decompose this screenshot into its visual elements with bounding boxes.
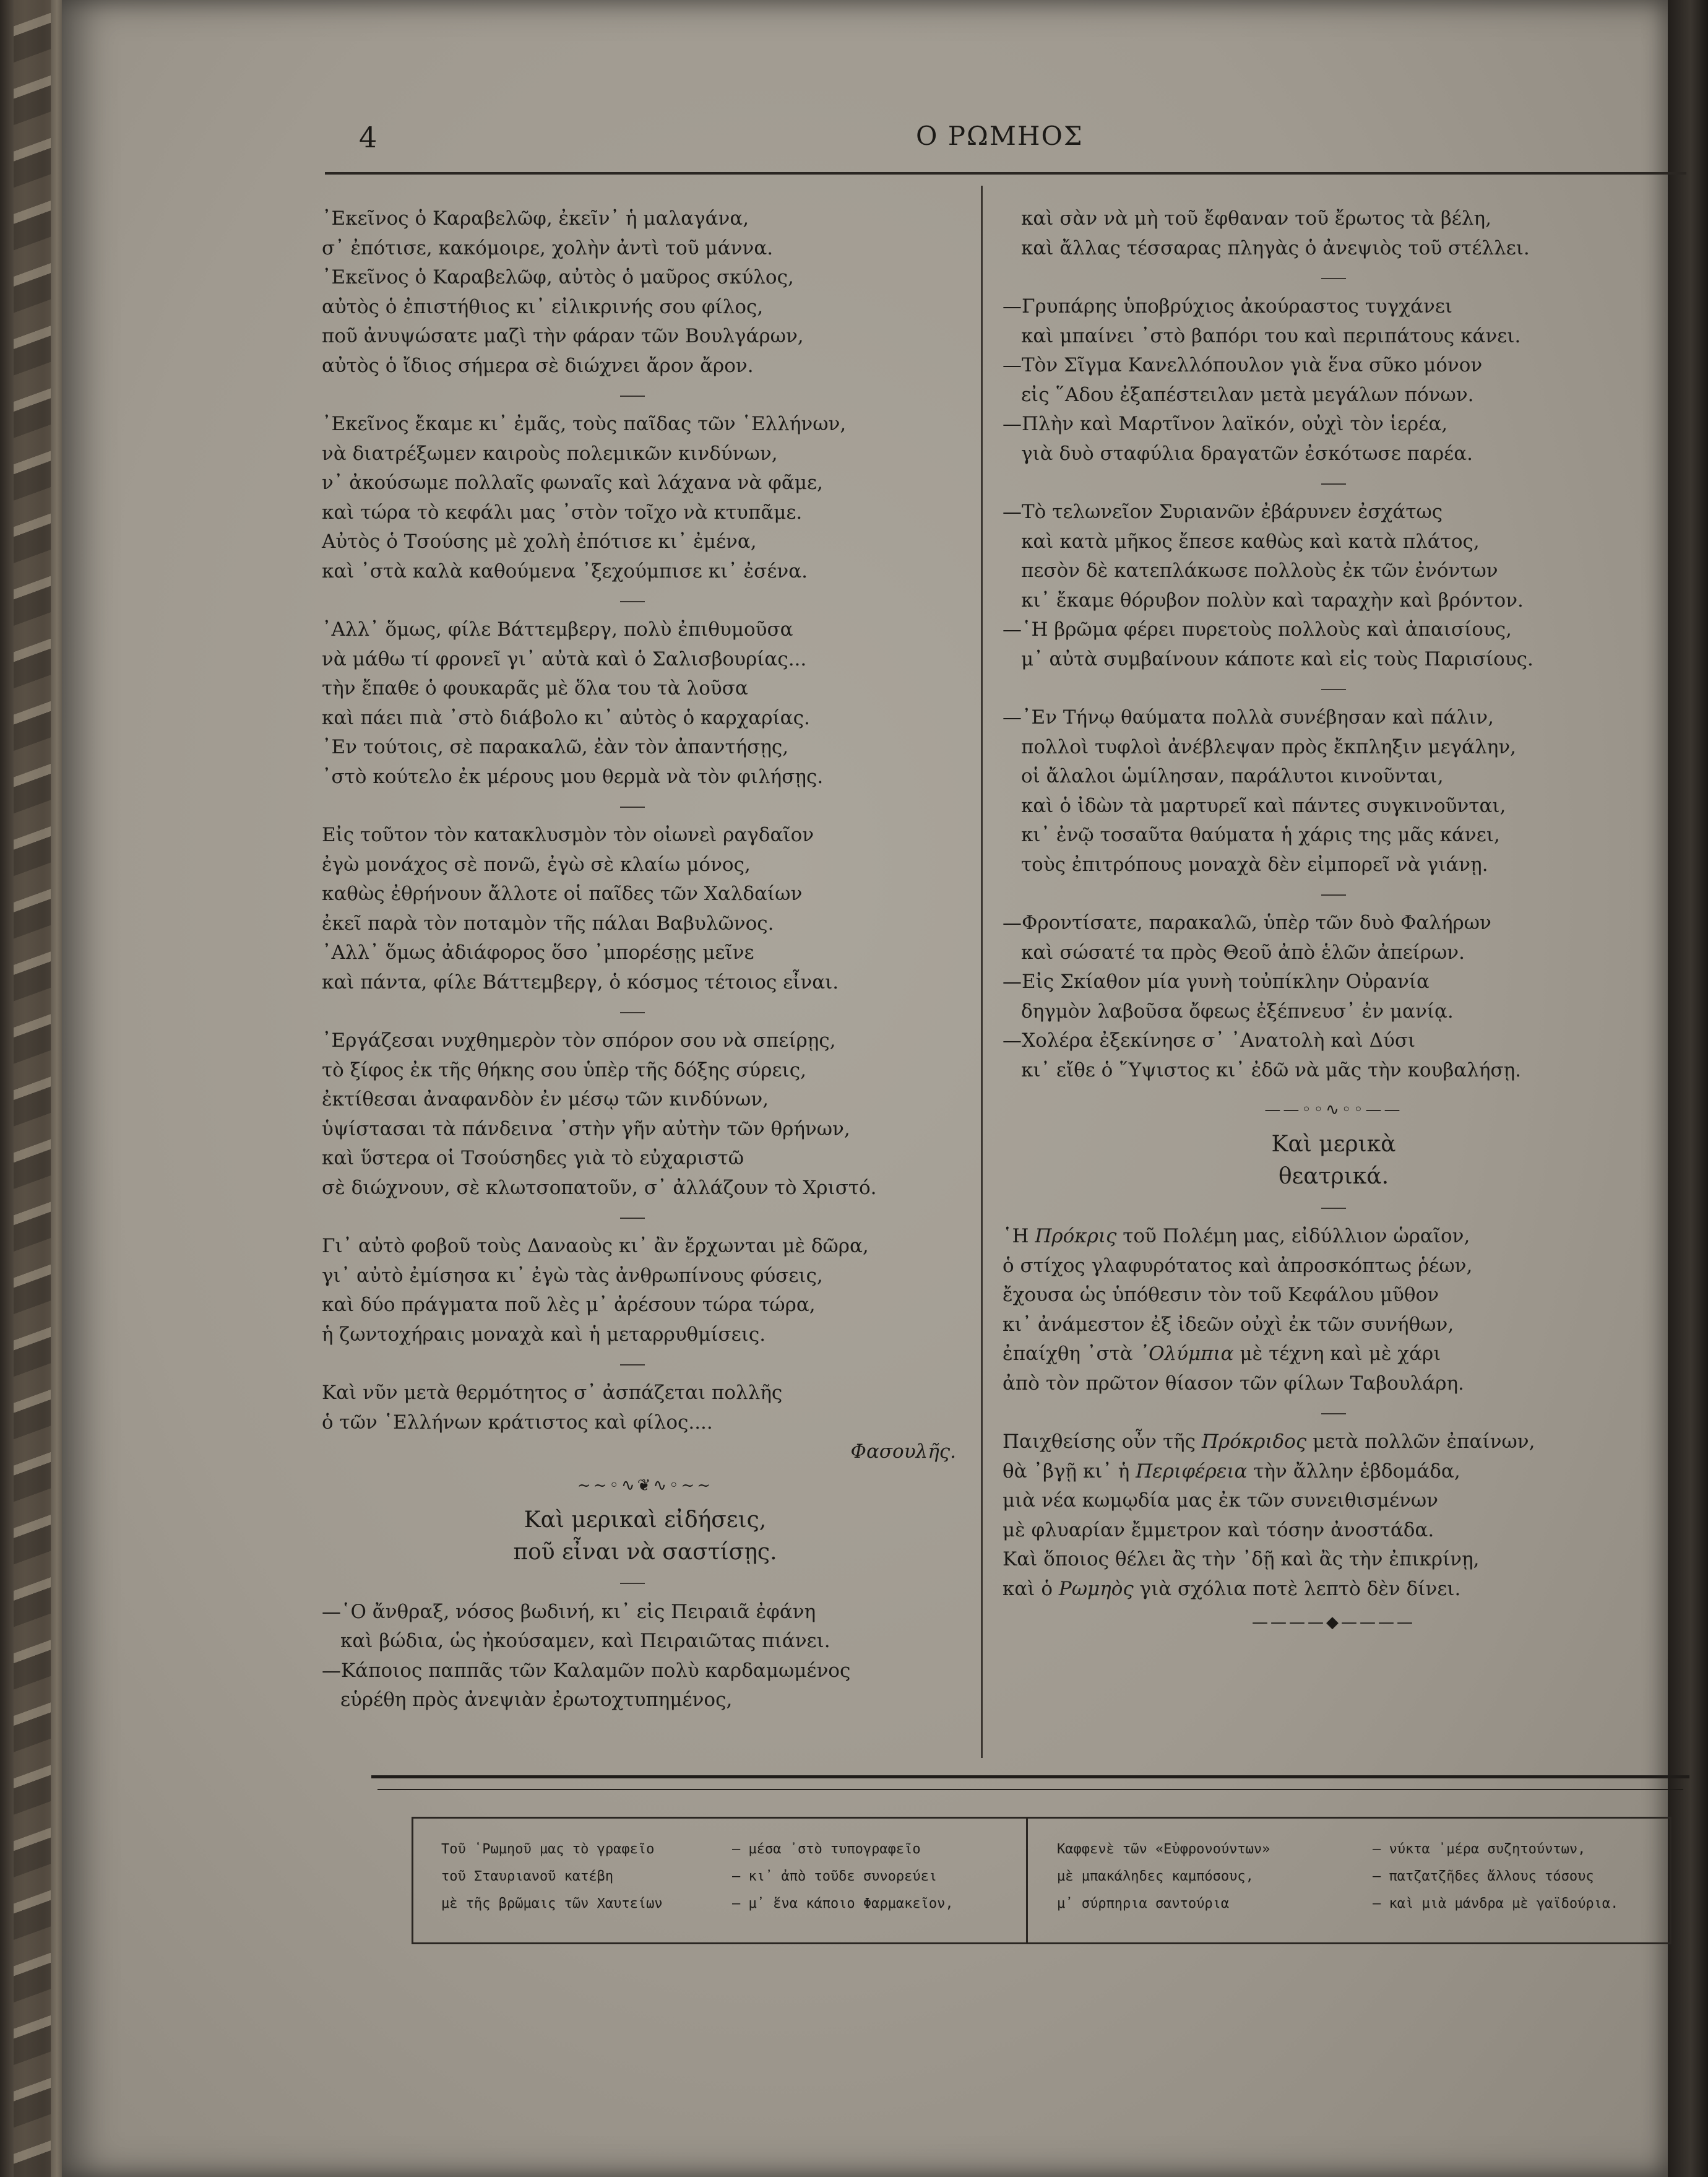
- footer-text: — μ᾿ ἕνα κάποιο Φαρμακεῖον,: [732, 1896, 954, 1911]
- verse-line: αὐτὸς ὁ ἐπιστήθιος κι᾿ εἰλικρινής σου φίλος,: [322, 295, 764, 318]
- news-item: [322, 1656, 968, 1715]
- footer-line: [1057, 1863, 1618, 1890]
- news-separator: [1003, 1193, 1665, 1222]
- verse-line: κι᾿ ἀνάμεστον ἐξ ἰδεῶν οὐχὶ ἐκ τῶν συνήθων,: [1003, 1313, 1454, 1336]
- verse-line: καὶ πάει πιὰ ᾿στὸ διάβολο κι᾿ αὐτὸς ὁ καρχαρίας.: [322, 706, 810, 729]
- news-line: κι᾿ ἔκαμε θόρυβον πολὺν καὶ ταραχὴν καὶ βρόντον.: [1021, 589, 1524, 612]
- theatre-paragraph: [1003, 1222, 1665, 1398]
- verse-line: γι᾿ αὐτὸ ἐμίσησα κι᾿ ἐγὼ τὰς ἀνθρωπίνους φύσεις,: [322, 1264, 823, 1287]
- verse-line: τὸ ξίφος ἐκ τῆς θήκης σου ὑπὲρ τῆς δόξης σύρεις,: [322, 1058, 806, 1081]
- verse-line: ἐκτίθεσαι ἀναφανδὸν ἐν μέσῳ τῶν κινδύνων,: [322, 1088, 769, 1110]
- news-line: καὶ σώσατέ τα πρὸς Θεοῦ ἀπὸ ἑλῶν ἀπείρων.: [1021, 941, 1465, 964]
- news-line: οἱ ἄλαλοι ὡμίλησαν, παράλυτοι κινοῦνται,: [1021, 765, 1444, 787]
- verse-line: [1003, 1575, 1665, 1604]
- text-run: μὲ τέχνη καὶ μὲ χάρι: [1233, 1343, 1441, 1365]
- text-run: μετὰ πολλῶν ἐπαίνων,: [1306, 1430, 1535, 1453]
- news-line: —Γρυπάρης ὑποβρύχιος ἀκούραστος τυγχάνει: [1003, 295, 1453, 318]
- verse-line: καὶ πάντα, φίλε Βάττεμβεργ, ὁ κόσμος τέτοιος εἶναι.: [322, 971, 839, 993]
- verse-line: αὐτὸς ὁ ἴδιος σήμερα σὲ διώχνει ἄρον ἄρον.: [322, 354, 754, 377]
- news-separator: [1003, 1398, 1665, 1427]
- verse-line: τὴν ἔπαθε ὁ φουκαρᾶς μὲ ὅλα του τὰ λοῦσα: [322, 677, 748, 699]
- news-line: —᾿Εν Τήνῳ θαύματα πολλὰ συνέβησαν καὶ πάλιν,: [1003, 706, 1494, 729]
- stanza-separator: [322, 792, 968, 821]
- verse-line: ποῦ ἀνυψώσατε μαζὶ τὴν φάραν τῶν Βουλγάρων,: [322, 325, 804, 347]
- poem-stanza: [322, 1026, 968, 1203]
- news-item: [322, 1598, 968, 1656]
- stanza-separator: [322, 381, 968, 410]
- stanza-separator: [322, 997, 968, 1026]
- masthead-title: Ο ΡΩΜΗΟΣ: [916, 121, 1084, 151]
- ornament-divider: ————◆————: [1252, 1613, 1415, 1632]
- footer-text: — καὶ μιὰ μάνδρα μὲ γαϊδούρια.: [1373, 1896, 1619, 1911]
- verse-line: μιὰ νέα κωμῳδία μας ἐκ τῶν συνειθισμένων: [1003, 1489, 1438, 1512]
- text-run: θὰ ᾿βγῇ κι᾿ ἡ: [1003, 1460, 1136, 1482]
- news-separator: [1003, 880, 1665, 909]
- verse-line: σ᾿ ἐπότισε, κακόμοιρε, χολὴν ἀντὶ τοῦ μάννα.: [322, 236, 774, 259]
- verse-line: Γι᾿ αὐτὸ φοβοῦ τοὺς Δαναοὺς κι᾿ ἂν ἔρχωνται μὲ δῶρα,: [322, 1235, 869, 1257]
- section-title-news: [322, 1504, 968, 1569]
- news-line: εἰς ῞Αδου ἐξαπέστειλαν μετὰ μεγάλων πόνων.: [1021, 383, 1474, 406]
- play-title: Πρόκρις: [1035, 1225, 1117, 1247]
- verse-line: ᾿Εν τούτοις, σὲ παρακαλῶ, ἐὰν τὸν ἀπαντήσῃς,: [322, 736, 789, 758]
- verse-line: ὁ τῶν ῾Ελλήνων κράτιστος καὶ φίλος....: [322, 1411, 713, 1434]
- footer-notice-box: [412, 1817, 1671, 1944]
- footer-line: [441, 1890, 954, 1918]
- poem-stanza: [322, 204, 968, 381]
- verse-line: Αὐτὸς ὁ Τσούσης μὲ χολὴ ἐπότισε κι᾿ ἐμένα,: [322, 530, 757, 553]
- news-item: [1003, 410, 1665, 469]
- verse-line: καθὼς ἐθρήνουν ἄλλοτε οἱ παῖδες τῶν Χαλδαίων: [322, 883, 803, 905]
- ornament-divider: ——◦◦∿◦◦——: [1264, 1101, 1403, 1119]
- theatre-name: ᾿Ολύμπια: [1139, 1343, 1234, 1365]
- news-separator: [1003, 674, 1665, 703]
- verse-line: ᾿Εργάζεσαι νυχθημερὸν τὸν σπόρον σου νὰ σπείρῃς,: [322, 1029, 836, 1052]
- verse-line: Εἰς τοῦτον τὸν κατακλυσμὸν τὸν οἰωνεὶ ραγδαῖον: [322, 824, 814, 846]
- verse-line: ᾿Εκεῖνος ἔκαμε κι᾿ ἐμᾶς, τοὺς παῖδας τῶν ῾Ελλήνων,: [322, 413, 847, 435]
- news-line: καὶ ἄλλας τέσσαρας πληγὰς ὁ ἀνεψιὸς τοῦ στέλλει.: [1021, 236, 1530, 259]
- news-item: [1003, 967, 1665, 1026]
- verse-line: ν᾿ ἀκούσωμε πολλαῖς φωναῖς καὶ λάχανα νὰ φᾶμε,: [322, 472, 823, 494]
- news-line: —Τὸ τελωνεῖον Συριανῶν ἐβάρυνεν ἐσχάτως: [1003, 501, 1443, 523]
- text-run: ἐπαίχθη ᾿στὰ: [1003, 1343, 1139, 1365]
- news-line: εὑρέθη πρὸς ἀνεψιὰν ἐρωτοχτυπημένος,: [340, 1689, 733, 1711]
- news-line: μ᾿ αὐτὰ συμβαίνουν κάποτε καὶ εἰς τοὺς Παρισίους.: [1021, 647, 1533, 670]
- footer-text: μὲ τῆς βρῶμαις τῶν Χαυτείων: [441, 1896, 663, 1911]
- news-line: γιὰ δυὸ σταφύλια δραγατῶν ἐσκότωσε παρέα.: [1021, 442, 1473, 465]
- news-separator: [1003, 469, 1665, 498]
- verse-line: μὲ φλυαρίαν ἔμμετρον καὶ τόσην ἀνοστάδα.: [1003, 1518, 1434, 1541]
- news-line: καὶ σὰν νὰ μὴ τοῦ ἔφθαναν τοῦ ἔρωτος τὰ βέλη,: [1021, 207, 1491, 230]
- author-signature: Φασουλῆς.: [850, 1440, 956, 1463]
- verse-line: Καὶ νῦν μετὰ θερμότητος σ᾿ ἀσπάζεται πολλῆς: [322, 1382, 783, 1404]
- play-title: Πρόκριδος: [1201, 1430, 1307, 1453]
- page-number: 4: [359, 121, 377, 154]
- footer-text: μ᾿ σύρπηρια σαντούρια: [1057, 1896, 1230, 1911]
- verse-line: ἐγὼ μονάχος σὲ πονῶ, ἐγὼ σὲ κλαίω μόνος,: [322, 853, 751, 876]
- verse-line: ὁ στίχος γλαφυρότατος καὶ ἀπροσκόπτως ῥέων,: [1003, 1254, 1473, 1277]
- verse-line: ἔχουσα ὡς ὑπόθεσιν τὸν τοῦ Κεφάλου μῦθον: [1003, 1284, 1439, 1306]
- verse-line: καὶ ᾿στὰ καλὰ καθούμενα ᾿ξεχούμπισε κι᾿ ἐσένα.: [322, 560, 808, 582]
- news-line: —Φροντίσατε, παρακαλῶ, ὑπὲρ τῶν δυὸ Φαλήρων: [1003, 912, 1491, 934]
- verse-line: [1003, 1222, 1665, 1252]
- news-item: [1003, 292, 1665, 351]
- theatre-paragraph: [1003, 1427, 1665, 1604]
- news-separator: [1003, 263, 1665, 292]
- footer-text: — νύκτα ᾿μέρα συζητούντων,: [1373, 1842, 1586, 1857]
- news-line: δηγμὸν λαβοῦσα ὄφεως ἐξέπνευσ᾿ ἐν μανίᾳ.: [1021, 1000, 1454, 1023]
- section-title-line: Καὶ μερικὰ: [1271, 1132, 1396, 1157]
- footer-line: [1057, 1836, 1618, 1863]
- verse-line: ἀπὸ τὸν πρῶτον θίασον τῶν φίλων Ταβουλάρη.: [1003, 1372, 1464, 1395]
- news-line: πολλοὶ τυφλοὶ ἀνέβλεψαν πρὸς ἔκπληξιν μεγάλην,: [1021, 735, 1517, 758]
- footer-text: — πατζατζῆδες ἄλλους τόσους: [1373, 1869, 1594, 1884]
- verse-line: ἐκεῖ παρὰ τὸν ποταμὸν τῆς πάλαι Βαβυλῶνος.: [322, 912, 774, 935]
- text-run: ῾Η: [1003, 1225, 1035, 1247]
- right-column: [1003, 204, 1665, 1641]
- footer-line: [1057, 1890, 1618, 1918]
- news-line: τοὺς ἐπιτρόπους μοναχὰ δὲν εἰμπορεῖ νὰ γιάνῃ.: [1021, 853, 1488, 876]
- poem-stanza: [322, 1378, 968, 1437]
- text-run: γιὰ σχόλια ποτὲ λεπτὸ δὲν δίνει.: [1133, 1577, 1461, 1600]
- verse-line: ᾿Εκεῖνος ὁ Καραβελῶφ, ἐκεῖν᾿ ἡ μαλαγάνα,: [322, 207, 749, 230]
- verse-line: καὶ τώρα τὸ κεφάλι μας ᾿στὸν τοῖχο νὰ κτυπᾶμε.: [322, 501, 803, 524]
- column-divider: [981, 186, 983, 1758]
- poem-stanza: [322, 410, 968, 586]
- poem-stanza: [322, 821, 968, 997]
- news-line: κι᾿ εἴθε ὁ ῞Υψιστος κι᾿ ἐδῶ νὰ μᾶς τὴν κουβαλήσῃ.: [1021, 1058, 1522, 1081]
- news-line: καὶ κατὰ μῆκος ἔπεσε καθὼς καὶ κατὰ πλάτος,: [1021, 530, 1480, 553]
- stanza-separator: [322, 1203, 968, 1232]
- news-item: [1003, 351, 1665, 410]
- news-line: καὶ βώδια, ὡς ἠκούσαμεν, καὶ Πειραιῶτας πιάνει.: [340, 1630, 830, 1652]
- left-column: [322, 204, 968, 1715]
- verse-line: [1003, 1457, 1665, 1487]
- text-run: τοῦ Πολέμη μας, εἰδύλλιον ὡραῖον,: [1116, 1225, 1470, 1247]
- poem-stanza: [322, 1232, 968, 1349]
- footer-text: Καφφενὲ τῶν «Εὐφρονούντων»: [1057, 1842, 1270, 1857]
- section-title-theatre: [1003, 1128, 1665, 1193]
- news-item: [1003, 498, 1665, 615]
- verse-line: καὶ δύο πράγματα ποῦ λὲς μ᾿ ἀρέσουν τώρα τώρα,: [322, 1294, 816, 1316]
- news-item: [1003, 703, 1665, 880]
- section-title-line: θεατρικά.: [1278, 1164, 1389, 1189]
- book-binding: [0, 0, 71, 2177]
- stanza-separator: [322, 1569, 968, 1598]
- footer-text: — κι᾿ ἀπὸ τοῦδε συνορεύει: [732, 1869, 938, 1884]
- news-item: [1003, 909, 1665, 967]
- news-line: —Χολέρα ἐξεκίνησε σ᾿ ᾿Ανατολὴ καὶ Δύσι: [1003, 1029, 1416, 1052]
- text-run: καὶ ὁ: [1003, 1577, 1059, 1600]
- running-head: [62, 121, 1668, 164]
- news-item: [1003, 1026, 1665, 1085]
- news-line: —Κάποιος παππᾶς τῶν Καλαμῶν πολὺ καρδαμωμένος: [322, 1659, 851, 1682]
- news-line: —῾Ο ἄνθραξ, νόσος βωδινή, κι᾿ εἰς Πειραιᾶ ἐφάνη: [322, 1600, 816, 1623]
- footer-notice-cafe: [1057, 1836, 1618, 1918]
- section-title-line: Καὶ μερικαὶ εἰδήσεις,: [524, 1507, 767, 1533]
- stanza-separator: [322, 1349, 968, 1378]
- poem-stanza: [322, 615, 968, 792]
- verse-line: ᾿Εκεῖνος ὁ Καραβελῶφ, αὐτὸς ὁ μαῦρος σκύλος,: [322, 266, 794, 288]
- footer-line: [441, 1863, 954, 1890]
- verse-line: νὰ διατρέξωμεν καιροὺς πολεμικῶν κινδύνων,: [322, 442, 778, 465]
- header-rule: [325, 172, 1686, 175]
- ornament-divider: ~~◦∿❦∿◦~~: [577, 1476, 714, 1495]
- newspaper-name: Ρωμηὸς: [1058, 1577, 1134, 1600]
- verse-line: ἡ ζωντοχήραις μοναχὰ καὶ ἡ μεταρρυθμίσεις.: [322, 1323, 766, 1346]
- news-line: —Εἰς Σκίαθον μία γυνὴ τοὐπίκλην Οὐρανία: [1003, 971, 1430, 993]
- verse-line: ᾿Αλλ᾿ ὅμως, φίλε Βάττεμβεργ, πολὺ ἐπιθυμοῦσα: [322, 618, 793, 641]
- footer-text: τοῦ Σταυριανοῦ κατέβη: [441, 1869, 614, 1884]
- news-line: —Πλὴν καὶ Μαρτῖνον λαϊκόν, οὐχὶ τὸν ἱερέα,: [1003, 413, 1448, 435]
- verse-line: [1003, 1427, 1665, 1457]
- news-line: πεσὸν δὲ κατεπλάκωσε πολλοὺς ἐκ τῶν ἐνόντων: [1021, 560, 1498, 582]
- news-line: —῾Η βρῶμα φέρει πυρετοὺς πολλοὺς καὶ ἀπαισίους,: [1003, 618, 1512, 641]
- footer-text: — μέσα ᾿στὸ τυπογραφεῖο: [732, 1842, 921, 1857]
- footer-rule: [371, 1775, 1689, 1778]
- newspaper-page: [62, 0, 1668, 2177]
- verse-line: ᾿στὸ κούτελο ἐκ μέρους μου θερμὰ νὰ τὸν φιλήσῃς.: [322, 765, 824, 788]
- verse-line: ᾿Αλλ᾿ ὅμως ἀδιάφορος ὅσο ᾿μπορέσῃς μεῖνε: [322, 941, 754, 964]
- news-item: [1003, 615, 1665, 674]
- marbled-binding-strip: [14, 0, 51, 2177]
- footer-text: μὲ μπακάληδες καμπόσους,: [1057, 1869, 1254, 1884]
- verse-line: Καὶ ὅποιος θέλει ἂς τὴν ᾿δῇ καὶ ἂς τὴν ἐπικρίνῃ,: [1003, 1548, 1480, 1570]
- verse-line: ὑψίστασαι τὰ πάνδεινα ᾿στὴν γῆν αὐτὴν τῶν θρήνων,: [322, 1117, 850, 1140]
- footer-line: [441, 1836, 954, 1863]
- stanza-separator: [322, 586, 968, 615]
- footer-notice-office: [441, 1836, 954, 1918]
- news-line: κι᾿ ἐνῷ τοσαῦτα θαύματα ἡ χάρις της μᾶς κάνει,: [1021, 824, 1500, 846]
- verse-line: καὶ ὕστερα οἱ Τσούσηδες γιὰ τὸ εὐχαριστῶ: [322, 1147, 744, 1169]
- footer-rule-thin: [377, 1789, 1683, 1790]
- section-title-line: ποῦ εἶναι νὰ σαστίσῃς.: [513, 1539, 777, 1565]
- footer-text: Τοῦ ῾Ρωμηοῦ μας τὸ γραφεῖο: [441, 1842, 655, 1857]
- play-title: Περιφέρεια: [1136, 1460, 1248, 1482]
- text-run: Παιχθείσης οὖν τῆς: [1003, 1430, 1202, 1453]
- news-line: —Τὸν Σῖγμα Κανελλόπουλον γιὰ ἕνα σῦκο μόνον: [1003, 354, 1483, 376]
- text-run: τὴν ἄλλην ἑβδομάδα,: [1247, 1460, 1460, 1482]
- verse-line: [1003, 1340, 1665, 1369]
- news-line: καὶ ὁ ἰδὼν τὰ μαρτυρεῖ καὶ πάντες συγκινοῦνται,: [1021, 794, 1506, 817]
- footer-box-divider: [1026, 1819, 1028, 1942]
- verse-line: νὰ μάθω τί φρονεῖ γι᾿ αὐτὰ καὶ ὁ Σαλισβουρίας...: [322, 647, 807, 670]
- news-line: καὶ μπαίνει ᾿στὸ βαπόρι του καὶ περιπάτους κάνει.: [1021, 324, 1521, 347]
- verse-line: σὲ διώχνουν, σὲ κλωτσοπατοῦν, σ᾿ ἀλλάζουν τὸ Χριστό.: [322, 1176, 877, 1199]
- news-continuation: [1003, 204, 1665, 263]
